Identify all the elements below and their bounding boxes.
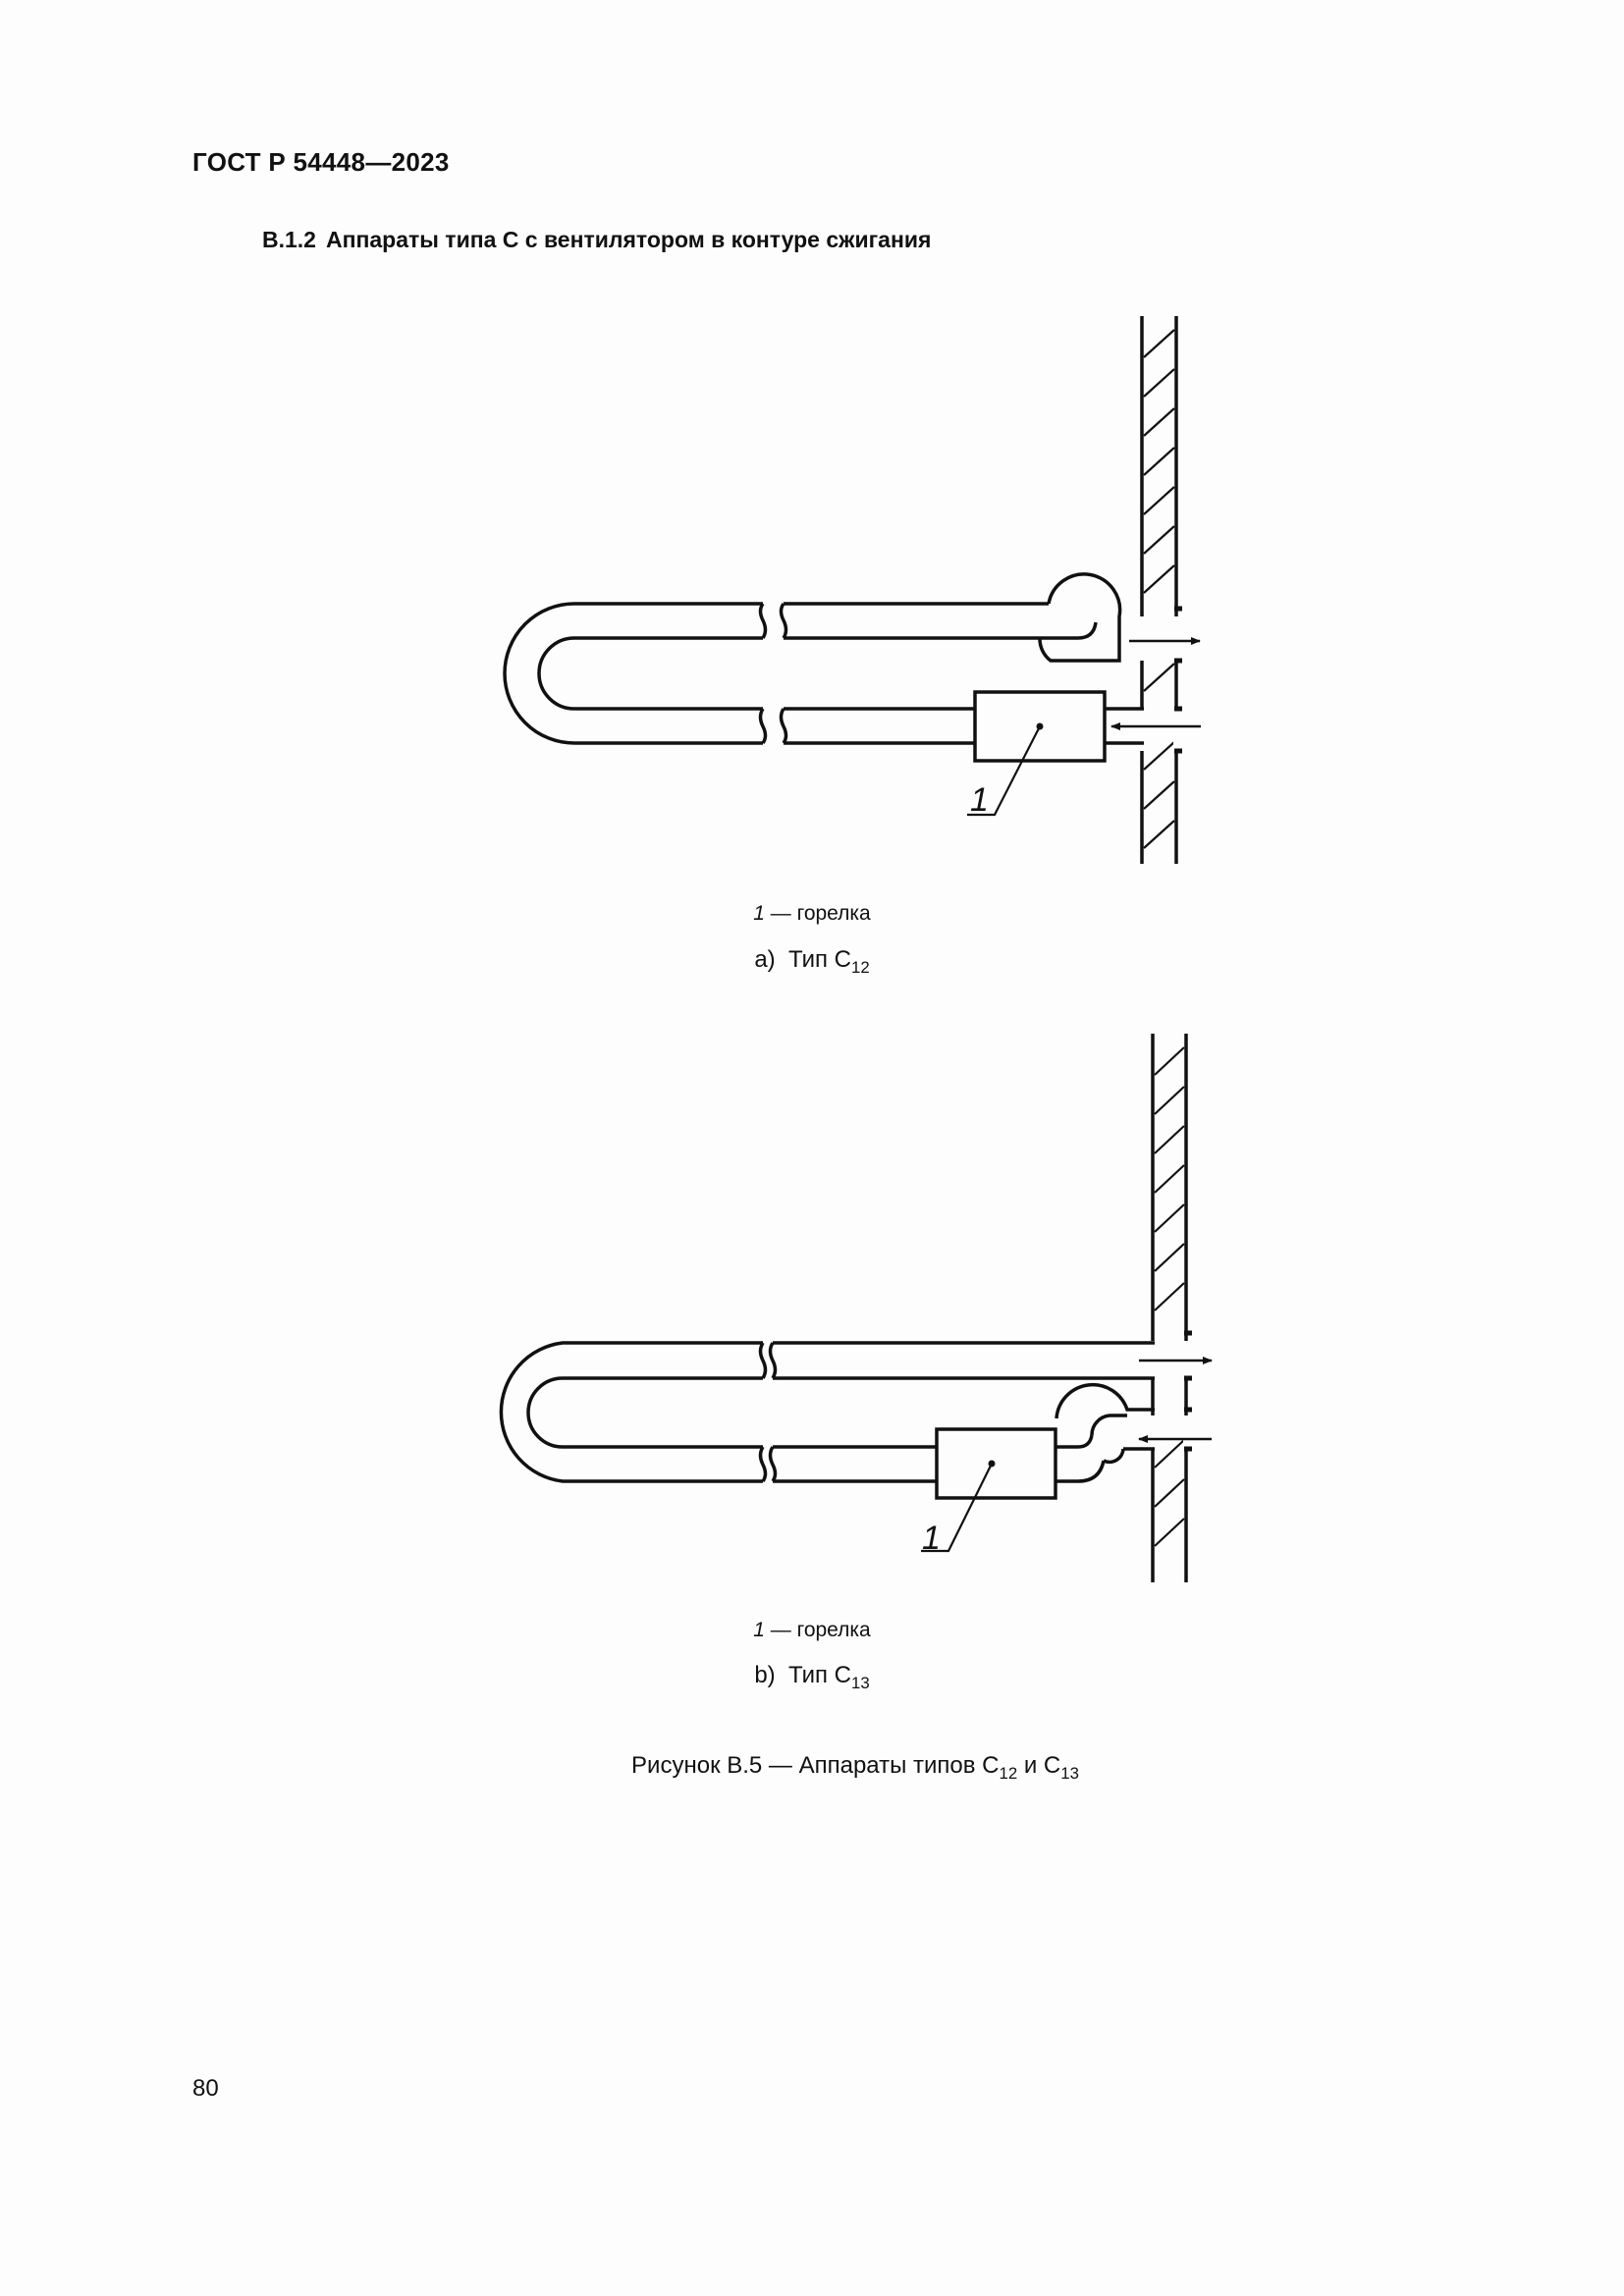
legend-b — [0, 1619, 1624, 1642]
figure-caption-middle: и С — [1017, 1752, 1061, 1779]
type-text: Тип С — [788, 1662, 852, 1688]
subfigure-caption-a — [0, 946, 1624, 977]
callout-number-a: 1 — [970, 781, 989, 819]
wall — [1142, 316, 1182, 864]
diagram-type-c12 — [505, 316, 1201, 864]
type-subscript: 12 — [851, 957, 870, 977]
figure-caption-prefix: Рисунок В.5 — Аппараты типов С — [631, 1752, 1000, 1779]
callout-number-b: 1 — [922, 1520, 941, 1557]
type-text: Тип С — [788, 946, 852, 973]
burner-box — [937, 1429, 1056, 1498]
section-number: B.1.2 — [262, 227, 316, 252]
figure-caption-sub2: 13 — [1060, 1763, 1079, 1783]
part-label: b) — [754, 1662, 776, 1688]
diagram-type-c13 — [501, 1034, 1212, 1582]
standard-header: ГОСТ Р 54448—2023 — [192, 147, 450, 177]
legend-text: — горелка — [770, 1619, 871, 1641]
legend-a — [0, 902, 1624, 926]
legend-key: 1 — [753, 902, 765, 925]
legend-key: 1 — [753, 1619, 765, 1641]
page-number: 80 — [192, 2075, 219, 2102]
u-duct — [505, 574, 1144, 743]
wall — [1153, 1034, 1192, 1582]
part-label: a) — [754, 946, 776, 973]
figure-caption-sub1: 12 — [999, 1763, 1018, 1783]
section-title: Аппараты типа С с вентилятором в контуре сжигания — [325, 227, 932, 252]
legend-text: — горелка — [770, 902, 871, 925]
figure-caption — [0, 1752, 1624, 1783]
subfigure-caption-b — [0, 1662, 1624, 1692]
type-subscript: 13 — [851, 1673, 870, 1692]
